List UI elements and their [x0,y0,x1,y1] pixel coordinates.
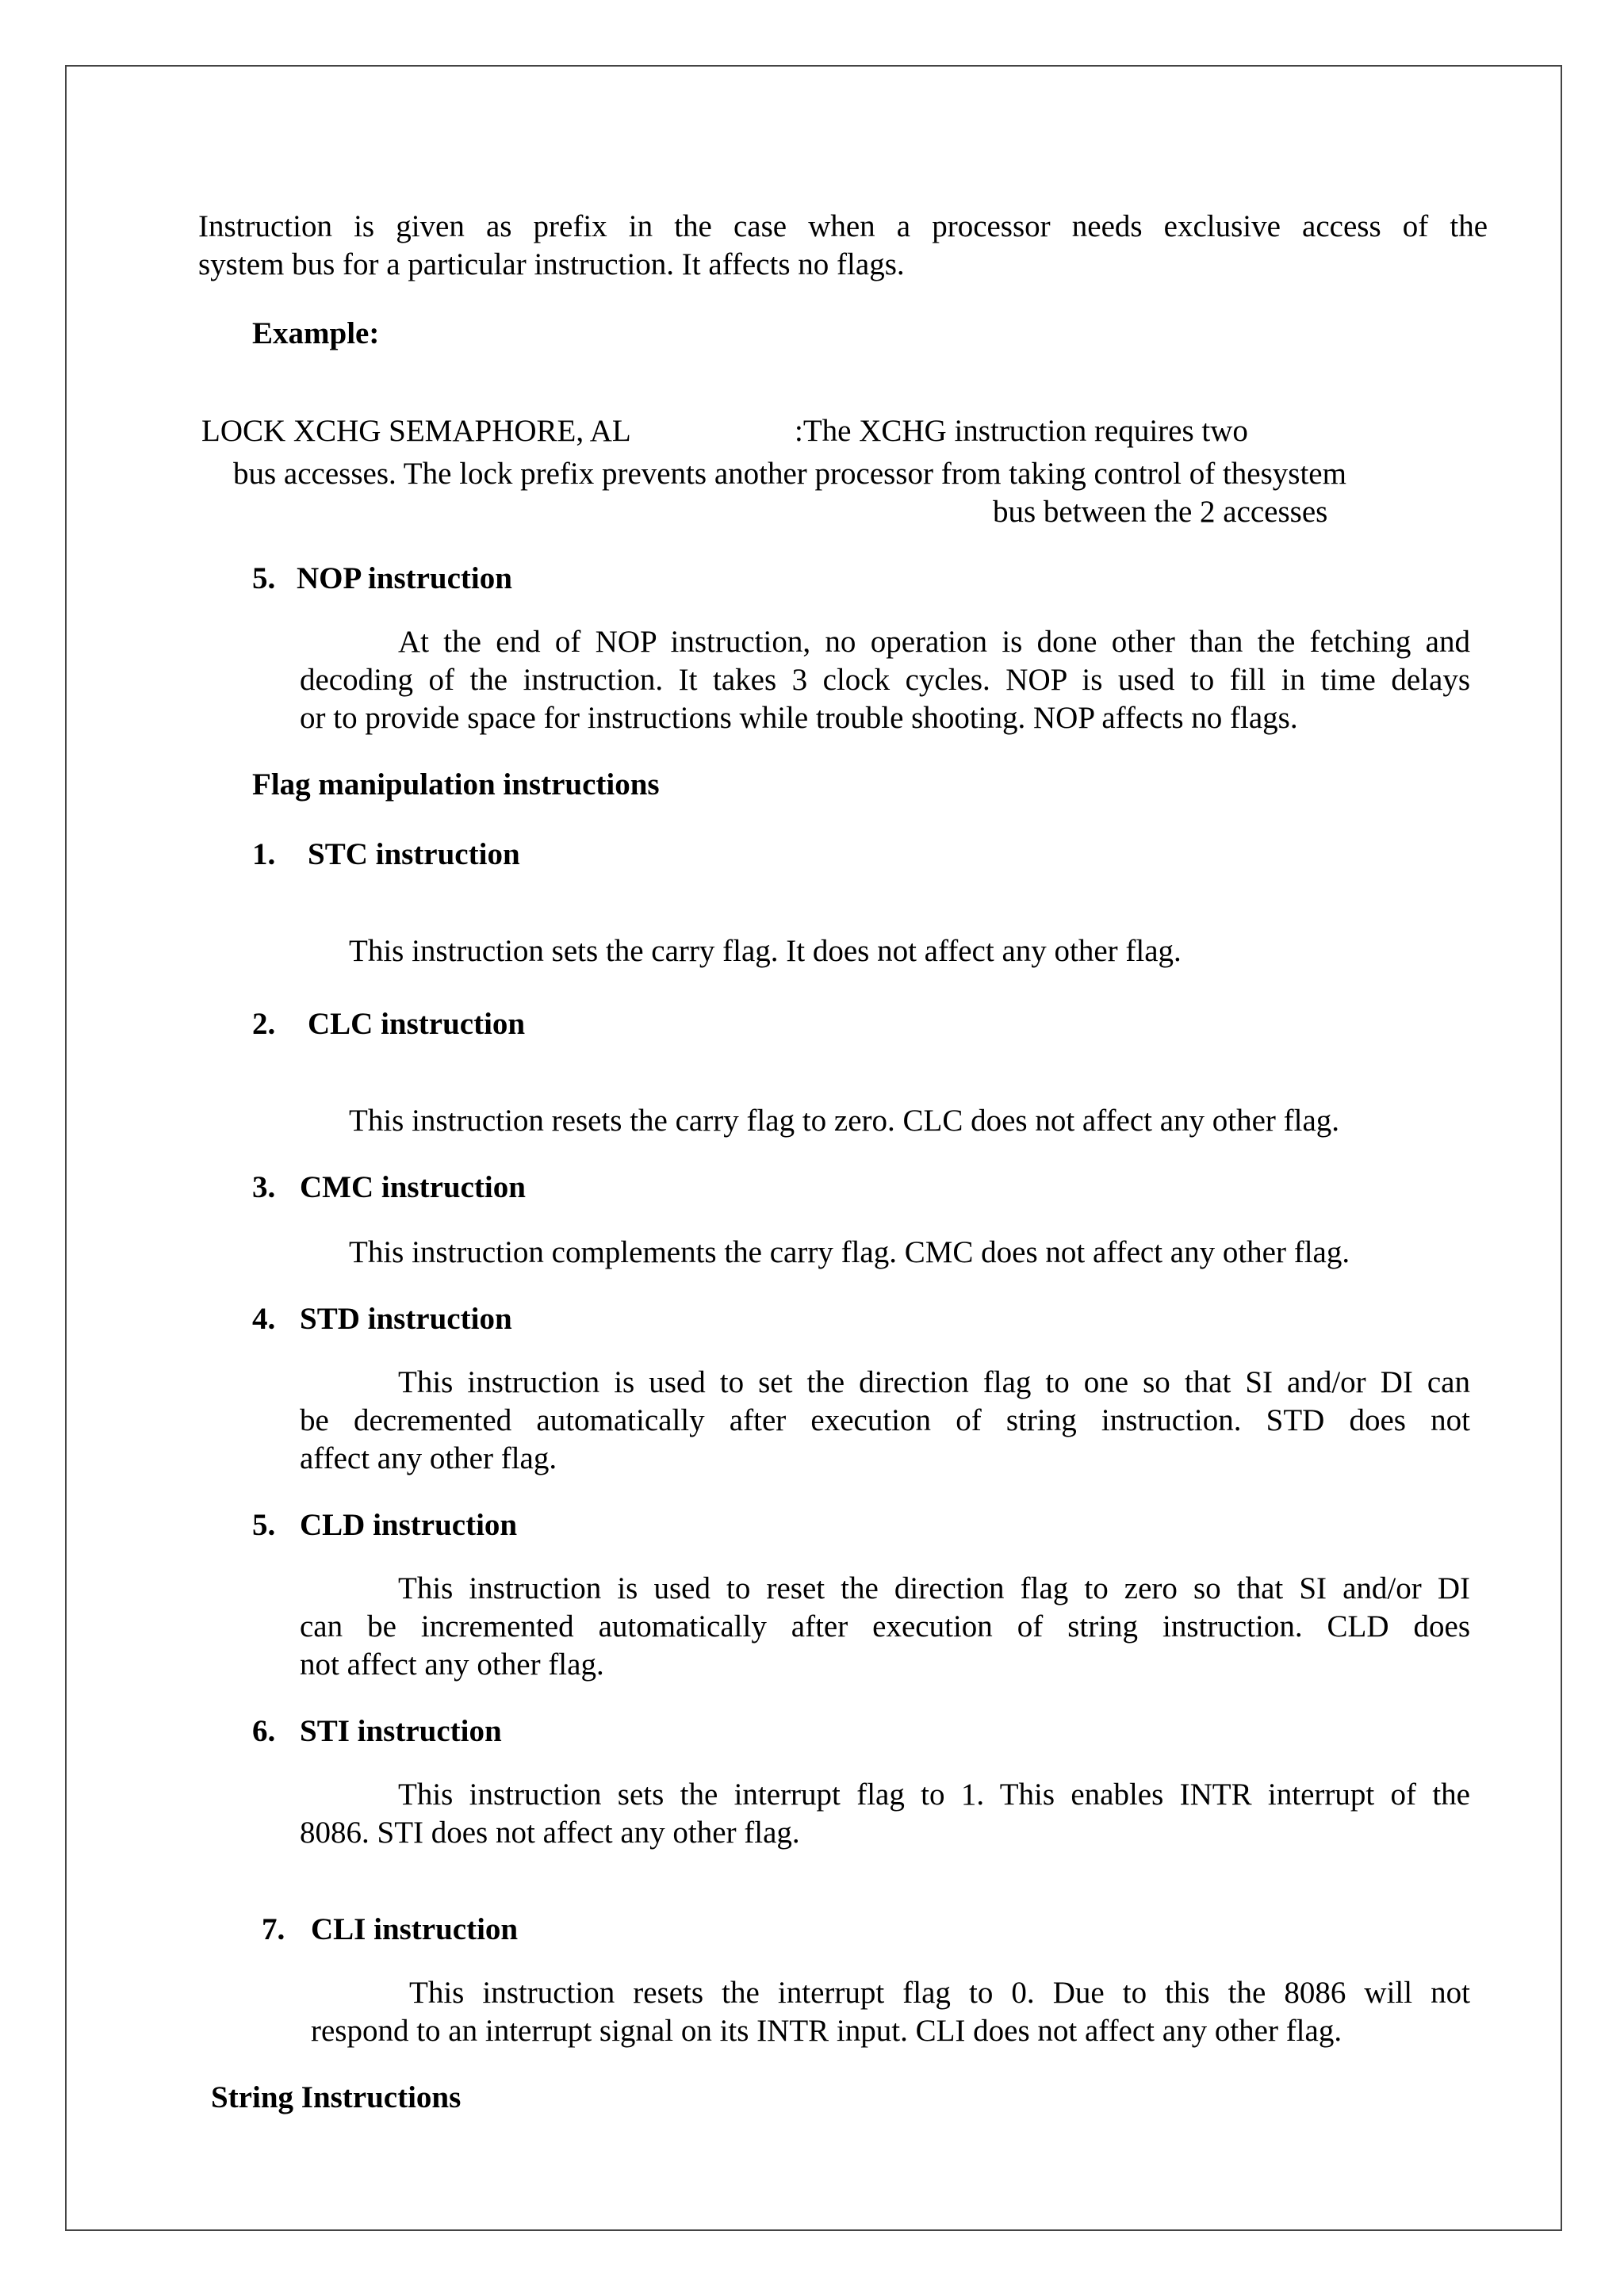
example-comment-line-3: bus between the 2 accesses [993,495,1328,529]
cld-line-2: can be incremented automatically after execution of string instruction. CLD does [300,1609,1470,1644]
nop-line-1: At the end of NOP instruction, no operation is done other than the fetching and [398,625,1470,659]
std-heading: STD instruction [300,1302,512,1336]
example-comment-line-1: :The XCHG instruction requires two [795,414,1248,448]
clc-line-1: This instruction resets the carry flag to zero. CLC does not affect any other flag. [349,1104,1340,1138]
cld-heading: CLD instruction [300,1508,518,1542]
cli-line-1: This instruction resets the interrupt flag to 0. Due to this the 8086 will not [409,1976,1470,2010]
example-comment-line-2: bus accesses. The lock prefix prevents another processor from taking control of thesystem [233,457,1346,491]
stc-heading: STC instruction [308,837,520,871]
clc-heading-number: 2. [252,1007,276,1041]
cld-line-3: not affect any other flag. [300,1647,604,1682]
cld-heading-number: 5. [252,1508,276,1542]
cli-heading: CLI instruction [311,1912,519,1946]
std-line-1: This instruction is used to set the direction flag to one so that SI and/or DI can [398,1365,1470,1399]
nop-heading-number: 5. [252,561,276,595]
cmc-line-1: This instruction complements the carry flag. CMC does not affect any other flag. [349,1235,1350,1269]
nop-line-2: decoding of the instruction. It takes 3 clock cycles. NOP is used to fill in time delays [300,663,1470,697]
nop-line-3: or to provide space for instructions while trouble shooting. NOP affects no flags. [300,701,1298,735]
lock-intro-line-1: Instruction is given as prefix in the case when a processor needs exclusive access of the [198,209,1488,243]
lock-intro-line-2: system bus for a particular instruction. It affects no flags. [198,247,905,281]
cli-line-2: respond to an interrupt signal on its INTR input. CLI does not affect any other flag. [311,2014,1342,2048]
example-label: Example: [252,316,380,350]
string-section-heading: String Instructions [211,2080,462,2114]
cmc-heading-number: 3. [252,1170,276,1204]
cld-line-1: This instruction is used to reset the direction flag to zero so that SI and/or DI [398,1571,1470,1605]
cmc-heading: CMC instruction [300,1170,526,1204]
stc-line-1: This instruction sets the carry flag. It does not affect any other flag. [349,934,1182,968]
sti-line-1: This instruction sets the interrupt flag to 1. This enables INTR interrupt of the [398,1777,1470,1812]
stc-heading-number: 1. [252,837,276,871]
example-code: LOCK XCHG SEMAPHORE, AL [201,414,631,448]
sti-heading-number: 6. [252,1714,276,1748]
nop-heading: NOP instruction [297,561,512,595]
flag-section-heading: Flag manipulation instructions [252,767,660,802]
sti-line-2: 8086. STI does not affect any other flag. [300,1816,800,1850]
std-line-3: affect any other flag. [300,1441,557,1475]
clc-heading: CLC instruction [308,1007,526,1041]
std-heading-number: 4. [252,1302,276,1336]
std-line-2: be decremented automatically after execution of string instruction. STD does not [300,1403,1470,1437]
cli-heading-number: 7. [262,1912,285,1946]
sti-heading: STI instruction [300,1714,502,1748]
page-border [65,65,1562,2231]
